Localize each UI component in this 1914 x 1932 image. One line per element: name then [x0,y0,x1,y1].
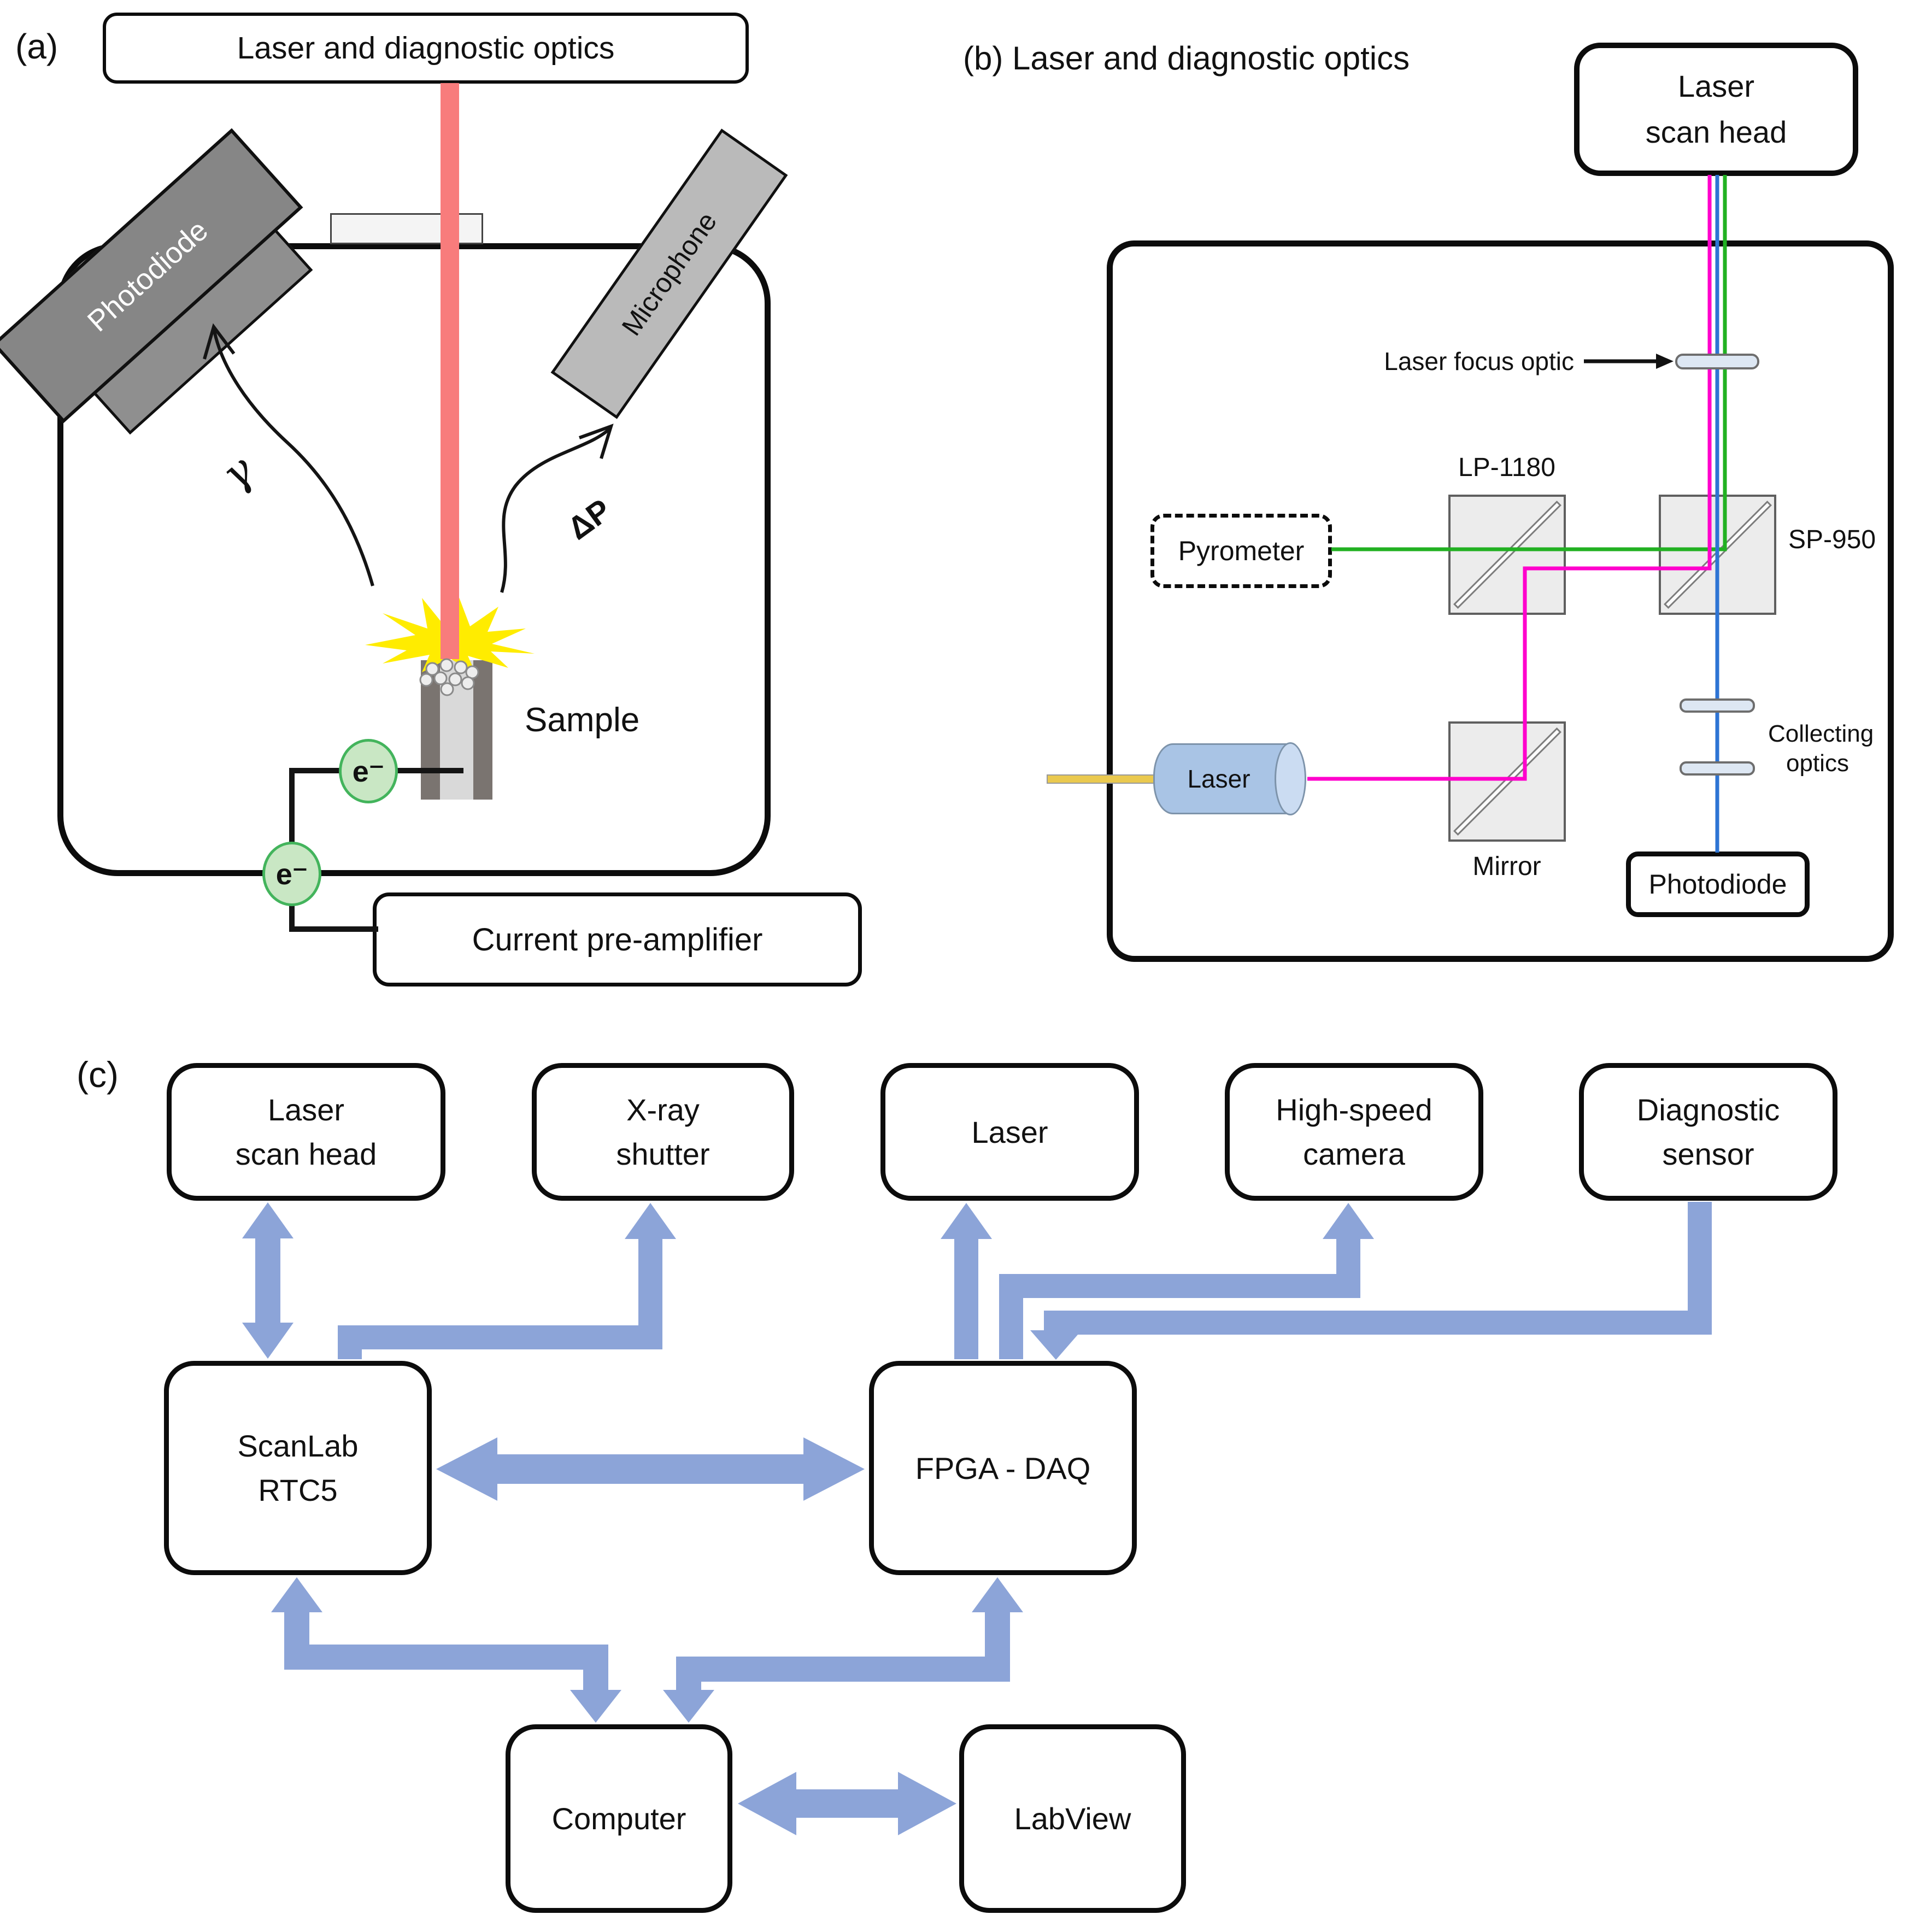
c-labview-box: LabView [959,1724,1186,1913]
c-laser-box: Laser [880,1063,1139,1201]
laser-optics-box-label: Laser and diagnostic optics [237,31,615,66]
preamp-box-label: Current pre-amplifier [472,921,763,958]
panel-b-title: (b) Laser and diagnostic optics [963,40,1410,77]
sample-label: Sample [525,701,640,739]
laser-cylinder-cap [1275,742,1306,815]
c-xray-shutter-box: X-ray shutter [532,1063,794,1201]
preamp-box [373,892,862,986]
electron-marker-1: e⁻ [339,739,398,803]
sp-filter-cube [1659,495,1776,615]
delta-p-label: ΔP [561,492,618,547]
laser-window [330,213,483,244]
collecting-optics-label-1: Collecting [1768,720,1874,747]
sp-beamsplitter-icon [1664,501,1772,609]
photodiode-box-b: Photodiode [1626,852,1810,917]
mirror-diagonal-icon [1453,727,1561,836]
electron-marker-2: e⁻ [262,842,321,906]
c-scanlab-box: ScanLab RTC5 [164,1361,432,1575]
gamma-label: γ [212,445,263,500]
mirror-cube [1448,721,1566,842]
collecting-optics-label-2: optics [1786,750,1849,777]
laser-optics-box [103,13,749,84]
mirror-label: Mirror [1472,852,1541,881]
c-fpga-box: FPGA - DAQ [869,1361,1137,1575]
panel-c-label: (c) [77,1054,119,1095]
laser-source-label: Laser [1187,765,1250,793]
laser-scan-head-box-b: Laser scan head [1574,43,1858,176]
photodiode-sensor-label: Photodiode [81,213,214,338]
c-computer-box: Computer [506,1724,732,1913]
pyrometer-box: Pyrometer [1150,514,1332,588]
lp-beamsplitter-icon [1453,501,1561,609]
c-laser-scan-head-box: Laser scan head [167,1063,445,1201]
focus-optic-label: Laser focus optic [1384,347,1574,375]
sp-filter-label: SP-950 [1788,525,1876,554]
lp-filter-label: LP-1180 [1458,453,1555,482]
microphone-sensor-label: Microphone [615,206,723,342]
c-camera-box: High-speed camera [1225,1063,1483,1201]
panel-a-label: (a) [15,27,58,66]
c-sensor-box: Diagnostic sensor [1579,1063,1837,1201]
sample-powder-column [440,660,473,800]
lp-filter-cube [1448,495,1566,615]
